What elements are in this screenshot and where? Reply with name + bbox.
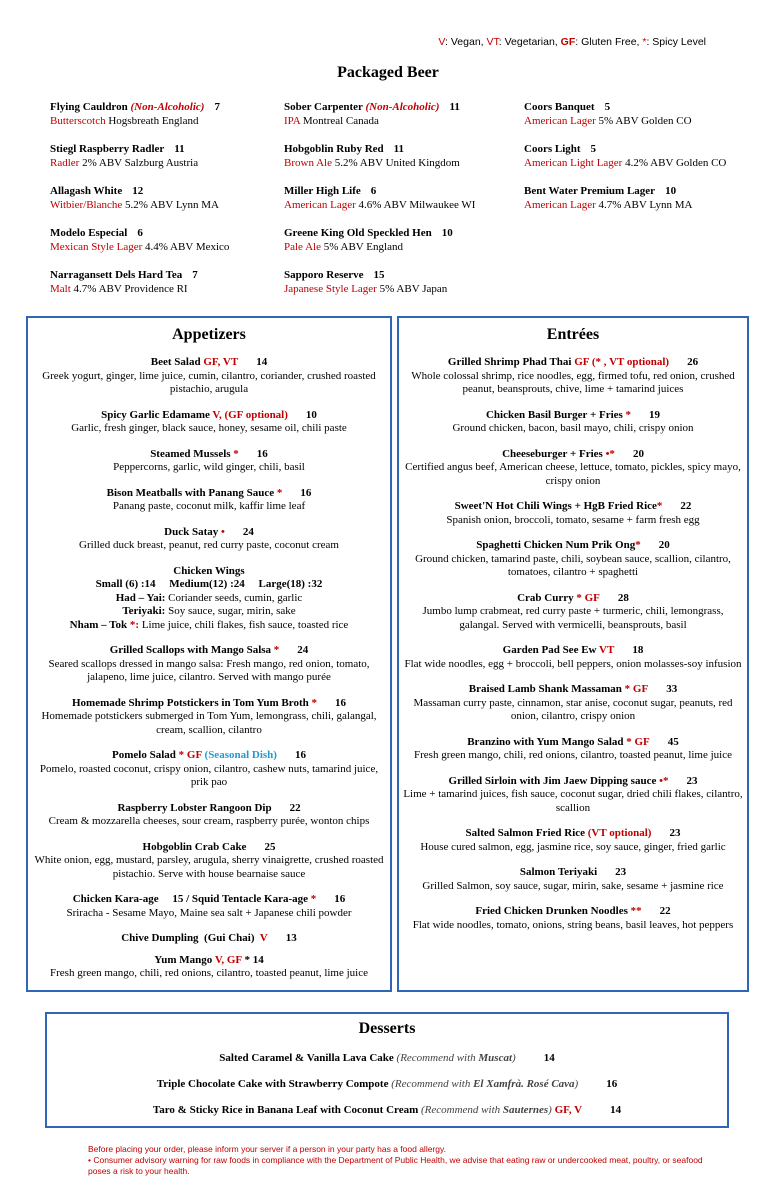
entrees-section [397, 316, 749, 992]
menu-item [28, 448, 390, 475]
beer-name: Stiegl Raspberry Radler [50, 143, 165, 155]
item-price: 16 [334, 893, 346, 905]
dessert-item [47, 1104, 727, 1116]
beer-price: 10 [665, 185, 677, 197]
beer-price: 7 [214, 101, 220, 113]
item-name: Braised Lamb Shank Massaman [468, 683, 625, 695]
item-price: 28 [617, 591, 629, 604]
menu-item [28, 356, 390, 397]
beer-item [284, 142, 475, 170]
item-tags: * [310, 893, 317, 905]
dietary-legend: V: Vegan, VT: Vegetarian, GF: Gluten Free, *: Spicy Level [438, 36, 706, 48]
item-price: 24 [297, 644, 309, 656]
menu-item [28, 644, 390, 685]
item-name: Sweet'N Hot Chili Wings + HgB Fried Rice [454, 500, 657, 512]
menu-item [28, 893, 390, 920]
item-description: White onion, egg, mustard, parsley, arugula, sherry vinaigrette, crushed roasted pistachio. Serve with house bearnaise sauce [34, 854, 384, 880]
desserts-title: Desserts [358, 1020, 416, 1037]
item-description: Jumbo lump crabmeat, red curry paste + turmeric, chili, lemongrass, galangal. Served with vermicelli, beansprouts, basil [422, 605, 724, 631]
item-price: 25 [264, 840, 276, 853]
item-description: Flat wide noodles, egg + broccoli, bell peppers, onion molasses-soy infusion [404, 657, 742, 670]
beer-name: Miller High Life [284, 185, 361, 197]
beer-price: 6 [137, 227, 143, 239]
beer-desc: 5.2% ABV United Kingdom [331, 157, 460, 169]
beer-desc: 2% ABV Salzburg Austria [79, 157, 199, 169]
item-name: Spicy Garlic Edamame [101, 408, 213, 421]
item-description: Sriracha - Sesame Mayo, Maine sea salt + Japanese chili powder [66, 906, 352, 919]
menu-item [399, 539, 747, 580]
item-name: Grilled Shrimp Phad Thai [447, 356, 575, 368]
item-description: Grilled Salmon, soy sauce, sugar, mirin, sake, sesame + jasmine rice [422, 879, 724, 892]
item-name: Salmon Teriyaki [519, 866, 598, 878]
beer-item [284, 268, 475, 296]
beer-name: Coors Light [524, 143, 581, 155]
item-name: Grilled Scallops with Mango Salsa [109, 644, 274, 656]
item-name: Chive Dumpling (Gui Chai) [121, 932, 260, 944]
beer-column [50, 100, 229, 310]
item-price: 23 [686, 774, 698, 787]
beer-name: Flying Cauldron [50, 101, 131, 113]
item-description: House cured salmon, egg, jasmine rice, soy sauce, ginger, fried garlic [420, 840, 726, 853]
item-tags: V, (GF optional) [212, 408, 288, 421]
beer-item [50, 142, 229, 170]
dessert-price: 14 [543, 1052, 555, 1064]
item-name: Crab Curry [517, 591, 577, 604]
beer-desc: Montreal Canada [300, 115, 379, 127]
dessert-recommendation: (Recommend with El Xamfrà. Rosé Cava) [391, 1078, 579, 1090]
beer-price: 11 [174, 143, 185, 155]
item-tags: * [276, 486, 283, 499]
item-price: 16 [300, 486, 312, 499]
beer-column [284, 100, 475, 310]
appetizers-title: Appetizers [172, 326, 246, 343]
dessert-name: Salted Caramel & Vanilla Lava Cake [219, 1052, 397, 1064]
beer-style: Malt [50, 283, 71, 295]
item-name: Chicken Basil Burger + Fries [485, 408, 626, 421]
beer-name: Hobgoblin Ruby Red [284, 143, 384, 155]
item-description: Garlic, fresh ginger, black sauce, honey, sesame oil, chili paste [71, 422, 347, 434]
item-price: 16 [256, 447, 268, 460]
item-name: Raspberry Lobster Rangoon Dip [117, 801, 272, 814]
item-tags: * [625, 408, 632, 421]
beer-item [524, 184, 726, 212]
beer-name: Bent Water Premium Lager [524, 185, 656, 197]
menu-item [399, 500, 747, 527]
item-name: Duck Satay [164, 525, 221, 538]
menu-item [28, 697, 390, 738]
item-tags: * GF [576, 591, 600, 604]
item-tags: ** [630, 905, 642, 917]
item-name: Hobgoblin Crab Cake [142, 840, 247, 853]
item-tags: * GF [626, 735, 650, 748]
entrees-title: Entrées [546, 326, 600, 343]
beer-price: 11 [393, 143, 405, 155]
beer-price: 5 [590, 143, 597, 155]
item-tags: * [311, 696, 317, 709]
beer-name: Modelo Especial [50, 227, 128, 239]
beer-price: 11 [449, 101, 460, 113]
beer-desc: 4.2% ABV Golden CO [622, 157, 727, 169]
beer-style: Butterscotch [50, 115, 106, 127]
footer-notes: Before placing your order, please inform your server if a person in your party has a food allergy. • Consumer advisory warning for raw foods in compliance with the Department of Public Health, we advise that eating raw or undercooked meat, poultry, or seafood poses a risk to your health. [88, 1144, 703, 1176]
wine-name: Muscat [478, 1052, 513, 1064]
menu-item [28, 526, 390, 553]
beer-name: Sober Carpenter [284, 101, 366, 113]
item-price: 33 [666, 683, 678, 695]
item-description: Massaman curry paste, cinnamon, star anise, coconut sugar, peanuts, red onion, cilantro, crispy onion [413, 696, 733, 722]
item-description: Certified angus beef, American cheese, lettuce, tomato, pickles, spicy mayo, crispy onion [405, 461, 741, 487]
beer-name: Greene King Old Speckled Hen [284, 227, 432, 239]
item-name: Beet Salad [150, 356, 204, 368]
beer-style: American Lager [284, 199, 356, 211]
appetizers-section [26, 316, 392, 992]
menu-item [28, 487, 390, 514]
beer-item [50, 226, 229, 254]
item-price: 45 [667, 735, 679, 748]
dessert-name: Taro & Sticky Rice in Banana Leaf with Coconut Cream [152, 1104, 422, 1116]
beer-name: Coors Banquet [524, 101, 595, 113]
beer-name: Narragansett Dels Hard Tea [50, 269, 183, 281]
beer-desc: 5.2% ABV Lynn MA [122, 199, 219, 211]
item-tags: GF (* , VT optional) [574, 356, 670, 368]
dessert-price: 14 [610, 1104, 622, 1116]
menu-item-pomelo-salad: Pomelo Salad * GF (Seasonal Dish) 16 Pomelo, roasted coconut, crispy onion, cilantro, cashew nuts, tamarind juice, prik pao [39, 749, 379, 788]
beer-style: American Lager [524, 115, 596, 127]
beer-desc: 5% ABV England [320, 241, 403, 253]
beer-desc: 4.6% ABV Milwaukee WI [355, 199, 476, 211]
item-tags: •* [605, 447, 615, 460]
beer-price: 15 [373, 269, 385, 281]
item-price: 19 [649, 408, 661, 421]
item-name: Garden Pad See Ew [502, 644, 600, 656]
chicken-wings: Chicken Wings Small (6) :14 Medium(12) :24 Large(18) :32 Had – Yai: Coriander seeds, cumin, garlic Teriyaki: Soy sauce, sugar, mirin, sake Nham – Tok *: Lime juice, chili flakes, fish sauce, toasted rice [69, 564, 349, 631]
item-tags: • [220, 525, 225, 538]
beer-item [524, 100, 726, 128]
packaged-beer-title: Packaged Beer [337, 64, 439, 81]
beer-price: 12 [132, 185, 144, 197]
item-description: Greek yogurt, ginger, lime juice, cumin, cilantro, coriander, crushed roasted pistachio, arugula [42, 369, 376, 395]
beer-item [284, 100, 475, 128]
dessert-name: Triple Chocolate Cake with Strawberry Compote [156, 1078, 392, 1090]
menu-item [28, 841, 390, 882]
wine-name: El Xamfrà. Rosé Cava [473, 1078, 575, 1090]
beer-desc: 5% ABV Japan [376, 283, 448, 295]
item-price: 22 [289, 801, 301, 814]
item-description: Lime + tamarind juices, fish sauce, coconut sugar, dried chili flakes, cilantro, scallion [403, 788, 743, 814]
beer-item [524, 142, 726, 170]
beer-name: Allagash White [50, 185, 123, 197]
item-price: 20 [632, 447, 644, 460]
beer-style: Brown Ale [284, 157, 332, 169]
item-price: 10 [305, 408, 317, 421]
item-description: Flat wide noodles, tomato, onions, string beans, basil leaves, hot peppers [412, 918, 734, 931]
item-tags: V [259, 932, 268, 944]
item-name: Fried Chicken Drunken Noodles [475, 905, 631, 917]
item-description: Spanish onion, broccoli, tomato, sesame + farm fresh egg [446, 513, 700, 526]
dessert-price: 16 [606, 1078, 618, 1090]
item-description: Ground chicken, tamarind paste, chili, soybean sauce, scallion, cilantro, tomatoes, cilantro + spaghetti [415, 552, 731, 578]
item-description: Panang paste, coconut milk, kaffir lime leaf [112, 500, 306, 512]
menu-item [399, 866, 747, 893]
menu-item [399, 775, 747, 816]
item-name: Bison Meatballs with Panang Sauce [106, 486, 277, 499]
item-tags: * [656, 500, 663, 512]
item-name: Steamed Mussels [150, 447, 234, 460]
item-description: Grilled duck breast, peanut, red curry paste, coconut cream [79, 539, 339, 551]
beer-tag: (Non-Alcoholic) [365, 101, 440, 113]
item-price: 26 [687, 356, 699, 368]
beer-price: 5 [604, 101, 611, 113]
beer-style: Radler [50, 157, 80, 169]
item-name: Homemade Shrimp Potstickers in Tom Yum Broth [72, 696, 312, 709]
dessert-item [47, 1078, 727, 1090]
beer-desc: 4.7% ABV Providence RI [70, 283, 188, 295]
item-name: Salted Salmon Fried Rice [465, 827, 588, 839]
beer-price: 7 [192, 269, 198, 281]
menu-item [399, 827, 747, 854]
item-tags: * GF [624, 683, 649, 695]
dessert-recommendation: (Recommend with Sauternes) [421, 1104, 552, 1116]
item-name: Grilled Sirloin with Jim Jaew Dipping sauce [448, 774, 660, 787]
beer-tag: (Non-Alcoholic) [130, 101, 205, 113]
beer-style: Pale Ale [284, 241, 321, 253]
item-name: Branzino with Yum Mango Salad [467, 735, 627, 748]
item-price: 20 [658, 539, 670, 551]
item-tags: (VT optional) [587, 827, 652, 839]
item-tags: * [233, 447, 239, 460]
item-tags: VT [599, 644, 615, 656]
menu-item [399, 905, 747, 932]
beer-desc: Hogsbreath England [105, 115, 199, 127]
item-price: 16 [334, 696, 346, 709]
dessert-recommendation: (Recommend with Muscat) [396, 1052, 516, 1064]
item-price: 22 [659, 905, 671, 917]
menu-item [399, 592, 747, 633]
item-price: 24 [242, 525, 254, 538]
beer-desc: 4.7% ABV Lynn MA [595, 199, 693, 211]
menu-item [399, 356, 747, 397]
item-price: 14 [256, 356, 268, 368]
beer-style: Witbier/Blanche [50, 199, 123, 211]
beer-name: Sapporo Reserve [284, 269, 364, 281]
menu-item [399, 683, 747, 724]
menu-item [399, 644, 747, 671]
menu-item-yum-mango: Yum Mango V, GF * 14 Fresh green mango, chili, red onions, cilantro, toasted peanut, lime juice [50, 953, 368, 979]
menu-item [28, 932, 390, 946]
beer-item [50, 184, 229, 212]
item-price: 23 [615, 866, 627, 878]
item-tags: * [273, 644, 280, 656]
beer-style: Japanese Style Lager [284, 283, 377, 295]
item-price: 18 [632, 644, 644, 656]
item-price: 22 [680, 500, 692, 512]
dessert-item [47, 1052, 727, 1064]
dessert-tags: GF, V [551, 1104, 583, 1116]
beer-column [524, 100, 726, 226]
menu-item [28, 409, 390, 436]
menu-item [399, 409, 747, 436]
desserts-section [45, 1012, 729, 1128]
item-description: Cream & mozzarella cheeses, sour cream, raspberry purée, wonton chips [48, 815, 370, 827]
beer-item [50, 268, 229, 296]
item-price: 13 [285, 932, 297, 944]
item-tags: * [635, 539, 641, 551]
item-description: Homemade potstickers submerged in Tom Yum, lemongrass, chili, galangal, cream, scallion, cilantro [41, 710, 377, 736]
beer-desc: 5% ABV Golden CO [595, 115, 692, 127]
item-description: Peppercorns, garlic, wild ginger, chili, basil [113, 461, 305, 473]
beer-item [284, 226, 475, 254]
beer-item [284, 184, 475, 212]
menu-item [28, 802, 390, 829]
wine-name: Sauternes [502, 1104, 549, 1116]
beer-style: American Lager [524, 199, 596, 211]
item-name: Cheeseburger + Fries [502, 447, 606, 460]
item-description: Whole colossal shrimp, rice noodles, egg, firmed tofu, red onion, crushed peanut, beansprouts, chive, lime + tamarind juices [411, 369, 735, 395]
beer-style: IPA [284, 115, 301, 127]
item-name: Spaghetti Chicken Num Prik Ong [476, 539, 636, 551]
beer-item [50, 100, 229, 128]
item-tags: GF, VT [203, 356, 239, 368]
item-description: Ground chicken, bacon, basil mayo, chili, crispy onion [452, 422, 694, 434]
beer-price: 6 [370, 185, 377, 197]
item-description: Seared scallops dressed in mango salsa: Fresh mango, red onion, tomato, jalapeno, lime juice, cilantro. Served with mango purée [48, 657, 370, 683]
menu-item [399, 448, 747, 489]
beer-style: American Light Lager [524, 157, 623, 169]
item-tags: •* [659, 774, 669, 787]
item-price: 23 [669, 827, 681, 839]
beer-desc: 4.4% ABV Mexico [142, 241, 230, 253]
menu-item [399, 736, 747, 763]
beer-style: Mexican Style Lager [50, 241, 143, 253]
item-name: Chicken Kara-age 15 / Squid Tentacle Kara-age [72, 893, 311, 905]
beer-price: 10 [441, 227, 453, 239]
item-description: Fresh green mango, chili, red onions, cilantro, toasted peanut, lime juice [414, 749, 732, 761]
